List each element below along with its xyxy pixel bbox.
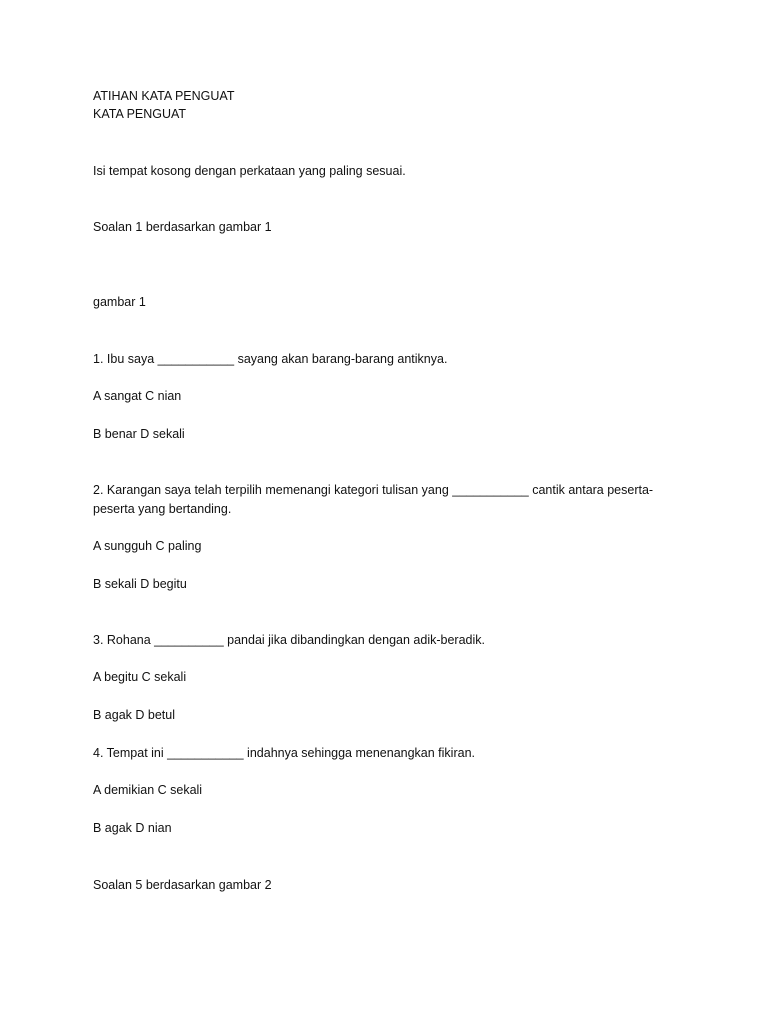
instruction-text: Isi tempat kosong dengan perkataan yang paling sesuai. xyxy=(93,164,406,178)
section-2-intro: Soalan 5 berdasarkan gambar 2 xyxy=(93,878,272,892)
question-1-options-row-1: A sangat C nian xyxy=(93,389,182,403)
title-line-1: ATIHAN KATA PENGUAT xyxy=(93,89,235,103)
question-2-text-line-1: 2. Karangan saya telah terpilih memenangi kategori tulisan yang ___________ cantik antara peserta- xyxy=(93,483,654,497)
question-3-text: 3. Rohana __________ pandai jika dibandingkan dengan adik-beradik. xyxy=(93,633,485,647)
question-4-text: 4. Tempat ini ___________ indahnya sehingga menenangkan fikiran. xyxy=(93,746,476,760)
image-1-caption: gambar 1 xyxy=(93,295,146,309)
question-1-options-row-2: B benar D sekali xyxy=(93,427,185,441)
question-2-options-row-2: B sekali D begitu xyxy=(93,577,187,591)
question-3-options-row-1: A begitu C sekali xyxy=(93,670,187,684)
question-4-options-row-2: B agak D nian xyxy=(93,821,172,835)
section-1-intro: Soalan 1 berdasarkan gambar 1 xyxy=(93,220,272,234)
question-2-options-row-1: A sungguh C paling xyxy=(93,539,202,553)
question-1-text: 1. Ibu saya ___________ sayang akan barang-barang antiknya. xyxy=(93,352,448,366)
question-4-options-row-1: A demikian C sekali xyxy=(93,783,203,797)
question-3-options-row-2: B agak D betul xyxy=(93,708,175,722)
title-line-2: KATA PENGUAT xyxy=(93,107,187,121)
question-2-text-line-2: peserta yang bertanding. xyxy=(93,502,232,516)
